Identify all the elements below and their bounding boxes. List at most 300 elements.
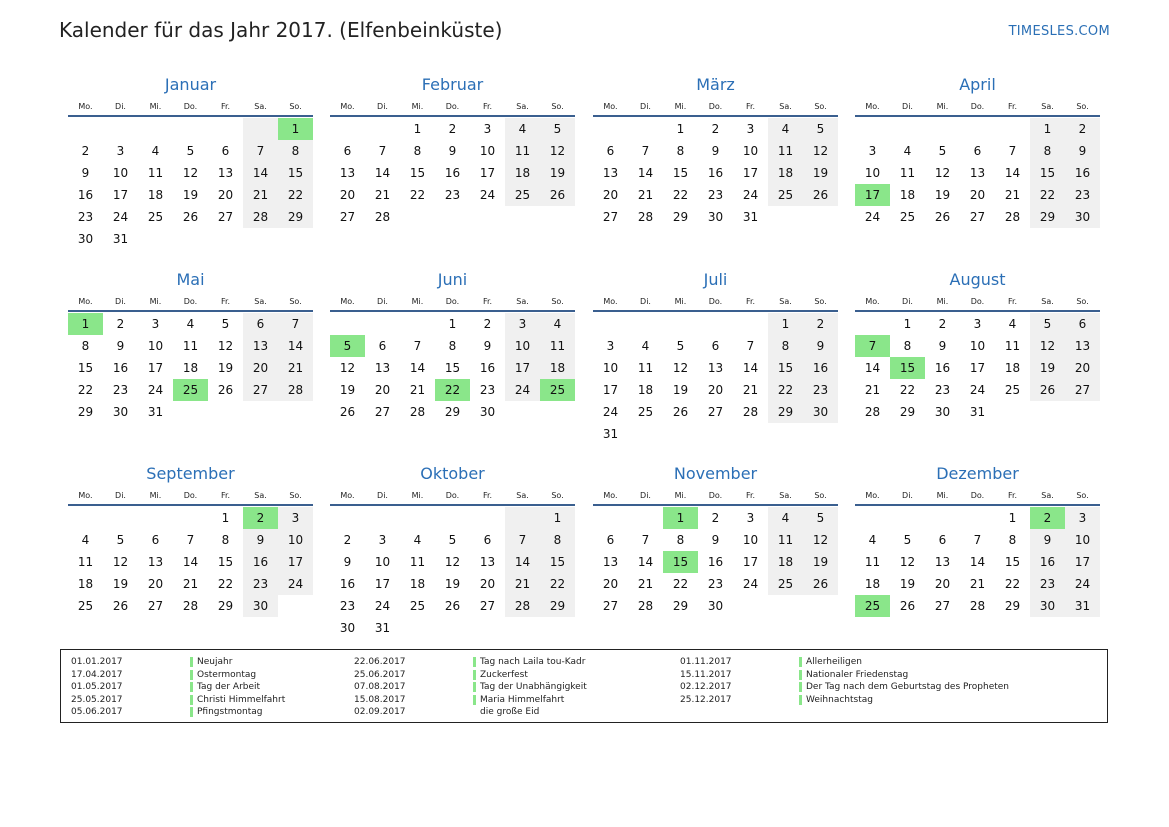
day-cell: 9 — [803, 335, 838, 357]
day-cell: 22 — [1004, 577, 1021, 591]
day-cell: 28 — [637, 599, 654, 613]
day-cell: 7 — [278, 313, 313, 335]
day-cell: 21 — [742, 383, 759, 397]
weekday-label: Mo. — [865, 297, 880, 306]
day-cell: 28 — [409, 405, 426, 419]
day-grid — [593, 507, 838, 617]
day-cell: 24 — [147, 383, 164, 397]
day-grid — [593, 118, 838, 228]
day-cell: 21 — [374, 188, 391, 202]
day-cell: 19 — [1030, 357, 1065, 379]
day-cell: 5 — [448, 533, 457, 547]
legend-marker — [799, 695, 802, 705]
day-cell: 30 — [707, 599, 724, 613]
day-cell: 23 — [479, 383, 496, 397]
weekday-header — [593, 98, 838, 115]
day-cell: 20 — [602, 188, 619, 202]
weekday-header — [330, 293, 575, 310]
weekday-label: Fr. — [1007, 102, 1018, 111]
day-cell: 3 — [746, 511, 755, 525]
day-cell: 21 — [505, 573, 540, 595]
day-cell: 29 — [540, 595, 575, 617]
day-grid — [68, 118, 313, 250]
day-cell: 13 — [243, 335, 278, 357]
day-cell: 24 — [864, 210, 881, 224]
header-rule — [68, 310, 313, 312]
day-cell: 3 — [606, 339, 615, 353]
weekday-label: Di. — [640, 297, 651, 306]
holiday-legend — [60, 649, 1108, 723]
day-cell: 2 — [711, 511, 720, 525]
day-cell: 4 — [768, 507, 803, 529]
header-rule — [855, 115, 1100, 117]
legend-holiday-name: Neujahr — [197, 657, 233, 667]
weekday-label: Mo. — [340, 297, 355, 306]
weekday-label: Do. — [970, 297, 985, 306]
legend-date: 15.11.2017 — [680, 669, 732, 680]
day-cell: 10 — [112, 166, 129, 180]
day-cell: 20 — [374, 383, 391, 397]
day-cell: 1 — [1008, 511, 1017, 525]
weekday-label: So. — [1076, 491, 1089, 500]
empty-cell — [663, 313, 698, 335]
day-cell: 18 — [77, 577, 94, 591]
day-cell: 16 — [479, 361, 496, 375]
empty-cell — [435, 507, 470, 529]
legend-date: 01.01.2017 — [71, 657, 123, 667]
day-cell: 15 — [540, 551, 575, 573]
weekday-label: So. — [289, 102, 302, 111]
day-cell: 3 — [1065, 507, 1100, 529]
day-cell: 11 — [409, 555, 426, 569]
day-cell: 30 — [112, 405, 129, 419]
weekday-label: Di. — [902, 491, 913, 500]
day-cell: 5 — [938, 144, 947, 158]
day-cell: 30 — [339, 621, 356, 635]
legend-holiday-name: Tag nach Laila tou-Kadr — [480, 657, 586, 667]
holiday-cell: 25 — [540, 379, 575, 401]
day-cell: 3 — [483, 122, 492, 136]
day-cell: 17 — [969, 361, 986, 375]
day-cell: 12 — [182, 166, 199, 180]
day-cell: 16 — [112, 361, 129, 375]
day-cell: 13 — [969, 166, 986, 180]
day-cell: 26 — [217, 383, 234, 397]
day-cell: 28 — [742, 405, 759, 419]
day-cell: 19 — [803, 551, 838, 573]
day-cell: 9 — [81, 166, 90, 180]
legend-holiday-name: Tag der Unabhängigkeit — [480, 682, 587, 693]
day-cell: 27 — [707, 405, 724, 419]
day-cell: 2 — [711, 122, 720, 136]
empty-cell — [698, 313, 733, 335]
day-cell: 2 — [938, 317, 947, 331]
day-cell: 6 — [151, 533, 160, 547]
day-cell: 19 — [672, 383, 689, 397]
day-cell: 23 — [803, 379, 838, 401]
header-rule — [593, 310, 838, 312]
day-cell: 7 — [746, 339, 755, 353]
month-name: September — [146, 464, 235, 483]
day-cell: 16 — [1030, 551, 1065, 573]
day-cell: 26 — [934, 210, 951, 224]
day-cell: 3 — [505, 313, 540, 335]
day-cell: 9 — [711, 144, 720, 158]
day-cell: 13 — [602, 555, 619, 569]
holiday-cell: 1 — [278, 118, 313, 140]
day-cell: 9 — [938, 339, 947, 353]
day-cell: 29 — [1030, 206, 1065, 228]
day-cell: 28 — [243, 206, 278, 228]
header-rule — [68, 115, 313, 117]
day-cell: 5 — [903, 533, 912, 547]
day-cell: 5 — [1030, 313, 1065, 335]
month-2 — [593, 74, 838, 228]
day-cell: 18 — [864, 577, 881, 591]
weekday-label: So. — [814, 102, 827, 111]
weekday-header — [855, 487, 1100, 504]
weekday-label: Do. — [970, 491, 985, 500]
day-cell: 22 — [672, 188, 689, 202]
legend-row — [71, 694, 285, 707]
day-cell: 14 — [243, 162, 278, 184]
day-cell: 22 — [278, 184, 313, 206]
empty-cell — [733, 313, 768, 335]
day-cell: 6 — [1065, 313, 1100, 335]
empty-cell — [365, 118, 400, 140]
legend-date: 07.08.2017 — [354, 682, 406, 693]
day-cell: 27 — [217, 210, 234, 224]
weekday-label: So. — [551, 102, 564, 111]
weekday-label: Mo. — [865, 491, 880, 500]
day-cell: 28 — [637, 210, 654, 224]
month-name: Januar — [164, 75, 217, 94]
day-cell: 15 — [217, 555, 234, 569]
weekday-label: Mi. — [149, 491, 162, 500]
day-cell: 7 — [413, 339, 422, 353]
day-cell: 6 — [711, 339, 720, 353]
legend-row — [354, 706, 587, 719]
day-cell: 18 — [637, 383, 654, 397]
day-cell: 19 — [112, 577, 129, 591]
header-rule — [593, 115, 838, 117]
day-cell: 18 — [768, 551, 803, 573]
legend-row — [680, 681, 1009, 694]
day-cell: 4 — [413, 533, 422, 547]
month-8 — [68, 463, 313, 617]
legend-date: 15.08.2017 — [354, 694, 406, 705]
day-cell: 18 — [409, 577, 426, 591]
page-title: Kalender für das Jahr 2017. (Elfenbeinküste) — [59, 18, 503, 42]
day-cell: 16 — [707, 166, 724, 180]
day-cell: 29 — [217, 599, 234, 613]
weekday-label: Fr. — [220, 297, 231, 306]
day-cell: 2 — [343, 533, 352, 547]
day-cell: 19 — [339, 383, 356, 397]
legend-date: 25.06.2017 — [354, 669, 406, 680]
day-cell: 21 — [278, 357, 313, 379]
day-grid — [68, 507, 313, 617]
day-cell: 31 — [374, 621, 391, 635]
weekday-label: Di. — [902, 297, 913, 306]
holiday-cell: 15 — [663, 551, 698, 573]
day-cell: 16 — [444, 166, 461, 180]
day-cell: 27 — [147, 599, 164, 613]
legend-holiday-name: Weihnachtstag — [806, 694, 873, 705]
legend-marker — [473, 695, 476, 705]
day-cell: 31 — [147, 405, 164, 419]
day-cell: 13 — [339, 166, 356, 180]
day-cell: 3 — [746, 122, 755, 136]
weekday-label: Di. — [115, 297, 126, 306]
day-cell: 26 — [1030, 379, 1065, 401]
day-grid — [330, 118, 575, 228]
day-cell: 7 — [378, 144, 387, 158]
day-cell: 10 — [147, 339, 164, 353]
holiday-cell: 5 — [330, 335, 365, 357]
day-cell: 17 — [505, 357, 540, 379]
day-cell: 26 — [899, 599, 916, 613]
day-cell: 23 — [243, 573, 278, 595]
weekday-label: Do. — [445, 491, 460, 500]
weekday-label: Sa. — [254, 297, 267, 306]
day-cell: 18 — [899, 188, 916, 202]
weekday-label: Do. — [445, 297, 460, 306]
weekday-label: So. — [289, 491, 302, 500]
day-cell: 23 — [444, 188, 461, 202]
day-cell: 23 — [77, 210, 94, 224]
day-cell: 28 — [864, 405, 881, 419]
day-cell: 9 — [1065, 140, 1100, 162]
legend-holiday-name: Der Tag nach dem Geburtstag des Propheten — [806, 682, 1010, 693]
day-cell: 14 — [374, 166, 391, 180]
day-cell: 25 — [505, 184, 540, 206]
day-cell: 7 — [641, 144, 650, 158]
day-cell: 25 — [637, 405, 654, 419]
empty-cell — [628, 507, 663, 529]
day-cell: 14 — [969, 555, 986, 569]
brand-link[interactable]: TIMESLES.COM — [1008, 24, 1110, 39]
day-cell: 26 — [672, 405, 689, 419]
weekday-label: Mi. — [411, 297, 424, 306]
day-cell: 28 — [278, 379, 313, 401]
day-cell: 16 — [339, 577, 356, 591]
day-cell: 21 — [637, 577, 654, 591]
day-cell: 19 — [217, 361, 234, 375]
day-cell: 11 — [637, 361, 654, 375]
day-cell: 27 — [374, 405, 391, 419]
header-rule — [855, 310, 1100, 312]
day-cell: 21 — [637, 188, 654, 202]
day-cell: 20 — [1065, 357, 1100, 379]
day-cell: 27 — [243, 379, 278, 401]
day-cell: 6 — [343, 144, 352, 158]
day-cell: 28 — [969, 599, 986, 613]
header-rule — [593, 504, 838, 506]
legend-row — [354, 656, 587, 669]
day-cell: 25 — [899, 210, 916, 224]
day-cell: 15 — [444, 361, 461, 375]
header-rule — [330, 310, 575, 312]
day-cell: 11 — [77, 555, 94, 569]
day-cell: 25 — [147, 210, 164, 224]
day-cell: 3 — [151, 317, 160, 331]
month-name: November — [673, 464, 758, 483]
day-cell: 20 — [969, 188, 986, 202]
weekday-label: Sa. — [779, 491, 792, 500]
day-cell: 26 — [803, 184, 838, 206]
legend-marker — [473, 707, 476, 717]
day-cell: 19 — [444, 577, 461, 591]
day-cell: 3 — [868, 144, 877, 158]
empty-cell — [173, 507, 208, 529]
empty-cell — [593, 118, 628, 140]
day-cell: 11 — [540, 335, 575, 357]
day-cell: 4 — [540, 313, 575, 335]
day-cell: 24 — [112, 210, 129, 224]
day-cell: 1 — [540, 507, 575, 529]
day-cell: 24 — [505, 379, 540, 401]
day-cell: 19 — [803, 162, 838, 184]
month-4 — [68, 269, 313, 423]
day-cell: 16 — [77, 188, 94, 202]
weekday-label: Fr. — [482, 297, 493, 306]
empty-cell — [890, 507, 925, 529]
weekday-label: Fr. — [745, 297, 756, 306]
day-cell: 15 — [1030, 162, 1065, 184]
weekday-header — [593, 487, 838, 504]
month-name: März — [696, 75, 735, 94]
month-11 — [855, 463, 1100, 617]
legend-marker — [190, 707, 193, 717]
weekday-label: Do. — [708, 102, 723, 111]
weekday-label: Mi. — [936, 102, 949, 111]
weekday-label: Fr. — [482, 102, 493, 111]
weekday-label: Sa. — [516, 297, 529, 306]
legend-marker — [190, 695, 193, 705]
month-name: Mai — [176, 270, 205, 289]
month-name: April — [959, 75, 996, 94]
day-cell: 22 — [217, 577, 234, 591]
day-cell: 17 — [1065, 551, 1100, 573]
day-cell: 27 — [479, 599, 496, 613]
empty-cell — [628, 118, 663, 140]
month-1 — [330, 74, 575, 228]
day-cell: 27 — [969, 210, 986, 224]
day-cell: 24 — [969, 383, 986, 397]
header-rule — [855, 504, 1100, 506]
day-cell: 7 — [1008, 144, 1017, 158]
day-cell: 26 — [803, 573, 838, 595]
day-cell: 28 — [182, 599, 199, 613]
weekday-header — [68, 293, 313, 310]
legend-date: 17.04.2017 — [71, 669, 123, 680]
day-cell: 18 — [182, 361, 199, 375]
weekday-label: Sa. — [779, 102, 792, 111]
day-cell: 9 — [448, 144, 457, 158]
day-cell: 17 — [112, 188, 129, 202]
legend-column — [71, 656, 285, 719]
day-cell: 13 — [1065, 335, 1100, 357]
day-cell: 7 — [641, 533, 650, 547]
legend-row — [71, 706, 285, 719]
empty-cell — [103, 507, 138, 529]
weekday-label: Mo. — [603, 102, 618, 111]
weekday-label: Do. — [183, 297, 198, 306]
weekday-header — [593, 293, 838, 310]
holiday-cell: 17 — [855, 184, 890, 206]
day-cell: 13 — [479, 555, 496, 569]
day-grid — [330, 507, 575, 639]
weekday-label: Di. — [115, 102, 126, 111]
weekday-label: Sa. — [779, 297, 792, 306]
empty-cell — [138, 507, 173, 529]
day-cell: 8 — [81, 339, 90, 353]
weekday-label: Sa. — [254, 102, 267, 111]
day-cell: 1 — [768, 313, 803, 335]
legend-date: 25.12.2017 — [680, 694, 732, 705]
empty-cell — [505, 507, 540, 529]
day-cell: 12 — [934, 166, 951, 180]
legend-row — [680, 656, 1009, 669]
day-cell: 2 — [803, 313, 838, 335]
weekday-label: Fr. — [1007, 297, 1018, 306]
day-cell: 19 — [934, 188, 951, 202]
day-cell: 15 — [409, 166, 426, 180]
day-cell: 8 — [1030, 140, 1065, 162]
holiday-cell: 7 — [855, 335, 890, 357]
day-cell: 11 — [147, 166, 164, 180]
legend-marker — [190, 682, 193, 692]
day-cell: 30 — [803, 401, 838, 423]
day-cell: 27 — [602, 210, 619, 224]
day-cell: 23 — [112, 383, 129, 397]
day-cell: 12 — [1030, 335, 1065, 357]
weekday-label: Do. — [183, 491, 198, 500]
day-cell: 9 — [116, 339, 125, 353]
day-cell: 25 — [1004, 383, 1021, 397]
month-6 — [593, 269, 838, 445]
day-cell: 7 — [505, 529, 540, 551]
day-cell: 24 — [479, 188, 496, 202]
weekday-header — [68, 487, 313, 504]
day-cell: 8 — [676, 533, 685, 547]
day-cell: 11 — [505, 140, 540, 162]
weekday-label: Mi. — [674, 491, 687, 500]
month-name: Februar — [421, 75, 484, 94]
day-cell: 25 — [77, 599, 94, 613]
day-cell: 2 — [483, 317, 492, 331]
day-cell: 5 — [116, 533, 125, 547]
day-cell: 22 — [768, 379, 803, 401]
legend-row — [354, 681, 587, 694]
day-cell: 7 — [243, 140, 278, 162]
legend-column — [354, 656, 587, 719]
day-cell: 10 — [479, 144, 496, 158]
month-3 — [855, 74, 1100, 228]
day-cell: 10 — [864, 166, 881, 180]
day-cell: 30 — [243, 595, 278, 617]
weekday-label: Sa. — [1041, 102, 1054, 111]
day-cell: 26 — [182, 210, 199, 224]
day-cell: 20 — [339, 188, 356, 202]
day-cell: 21 — [864, 383, 881, 397]
legend-holiday-name: Allerheiligen — [806, 657, 862, 667]
day-cell: 23 — [707, 188, 724, 202]
day-cell: 29 — [444, 405, 461, 419]
day-cell: 20 — [934, 577, 951, 591]
month-name: Dezember — [936, 464, 1019, 483]
